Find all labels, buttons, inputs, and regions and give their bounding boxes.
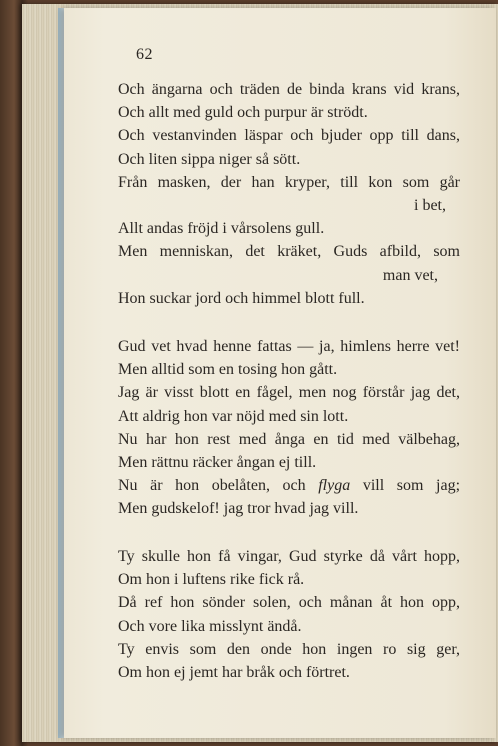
poem-line: Om hon ej jemt har bråk och förtret. bbox=[118, 663, 350, 681]
poem-line bbox=[118, 474, 460, 497]
line-end: vill som jag; bbox=[362, 477, 461, 495]
poem-line: Och allt med guld och purpur är strödt. bbox=[118, 104, 368, 122]
poem-line: Men rättnu räcker ångan ej till. bbox=[118, 453, 317, 471]
poem-line: Då ref hon sönder solen, och månan åt hon opp, bbox=[118, 594, 460, 612]
poem-line: Och liten sippa niger så sött. bbox=[118, 150, 301, 168]
line-start: Nu är hon obelåten, och bbox=[118, 477, 306, 495]
stanza-2 bbox=[118, 335, 460, 521]
page-number: 62 bbox=[136, 46, 153, 63]
poem-line: Men alltid som en tosing hon gått. bbox=[118, 361, 338, 379]
poem-line: Allt andas fröjd i vårsolens gull. bbox=[118, 220, 325, 238]
poem-line: Jag är visst blott en fågel, men nog förstår jag det, bbox=[118, 384, 460, 402]
poem-line: Men menniskan, det kräket, Guds afbild, som bbox=[118, 243, 460, 261]
poem-line: Från masken, der han kryper, till kon som går bbox=[118, 173, 460, 191]
emphasized-word: flyga bbox=[318, 477, 351, 495]
poem-line: Och ängarna och träden de binda krans vid krans, bbox=[118, 81, 460, 98]
poem-line: Ty envis som den onde hon ingen ro sig ger, bbox=[118, 640, 460, 658]
poem-line: Men gudskelof! jag tror hvad jag vill. bbox=[118, 500, 359, 518]
poem-line-continuation: i bet, bbox=[414, 196, 446, 214]
poem-line: Och vestanvinden läspar och bjuder opp till dans, bbox=[118, 127, 460, 145]
poem-line: Nu har hon rest med ånga en tid med välbehag, bbox=[118, 430, 460, 448]
poem-line: Att aldrig hon var nöjd med sin lott. bbox=[118, 407, 349, 425]
poem-line: Ty skulle hon få vingar, Gud styrke då vårt hopp, bbox=[118, 548, 460, 565]
poem-line: Och vore lika misslynt ändå. bbox=[118, 617, 302, 635]
stanza-1 bbox=[118, 78, 460, 310]
poem-line-continuation: man vet, bbox=[382, 266, 438, 284]
poem-line: Hon suckar jord och himmel blott full. bbox=[118, 289, 365, 307]
poem-line: Gud vet hvad henne fattas — ja, himlens herre vet! bbox=[118, 338, 460, 355]
poem-line: Om hon i luftens rike fick rå. bbox=[118, 571, 305, 589]
stanza-3 bbox=[118, 545, 460, 684]
